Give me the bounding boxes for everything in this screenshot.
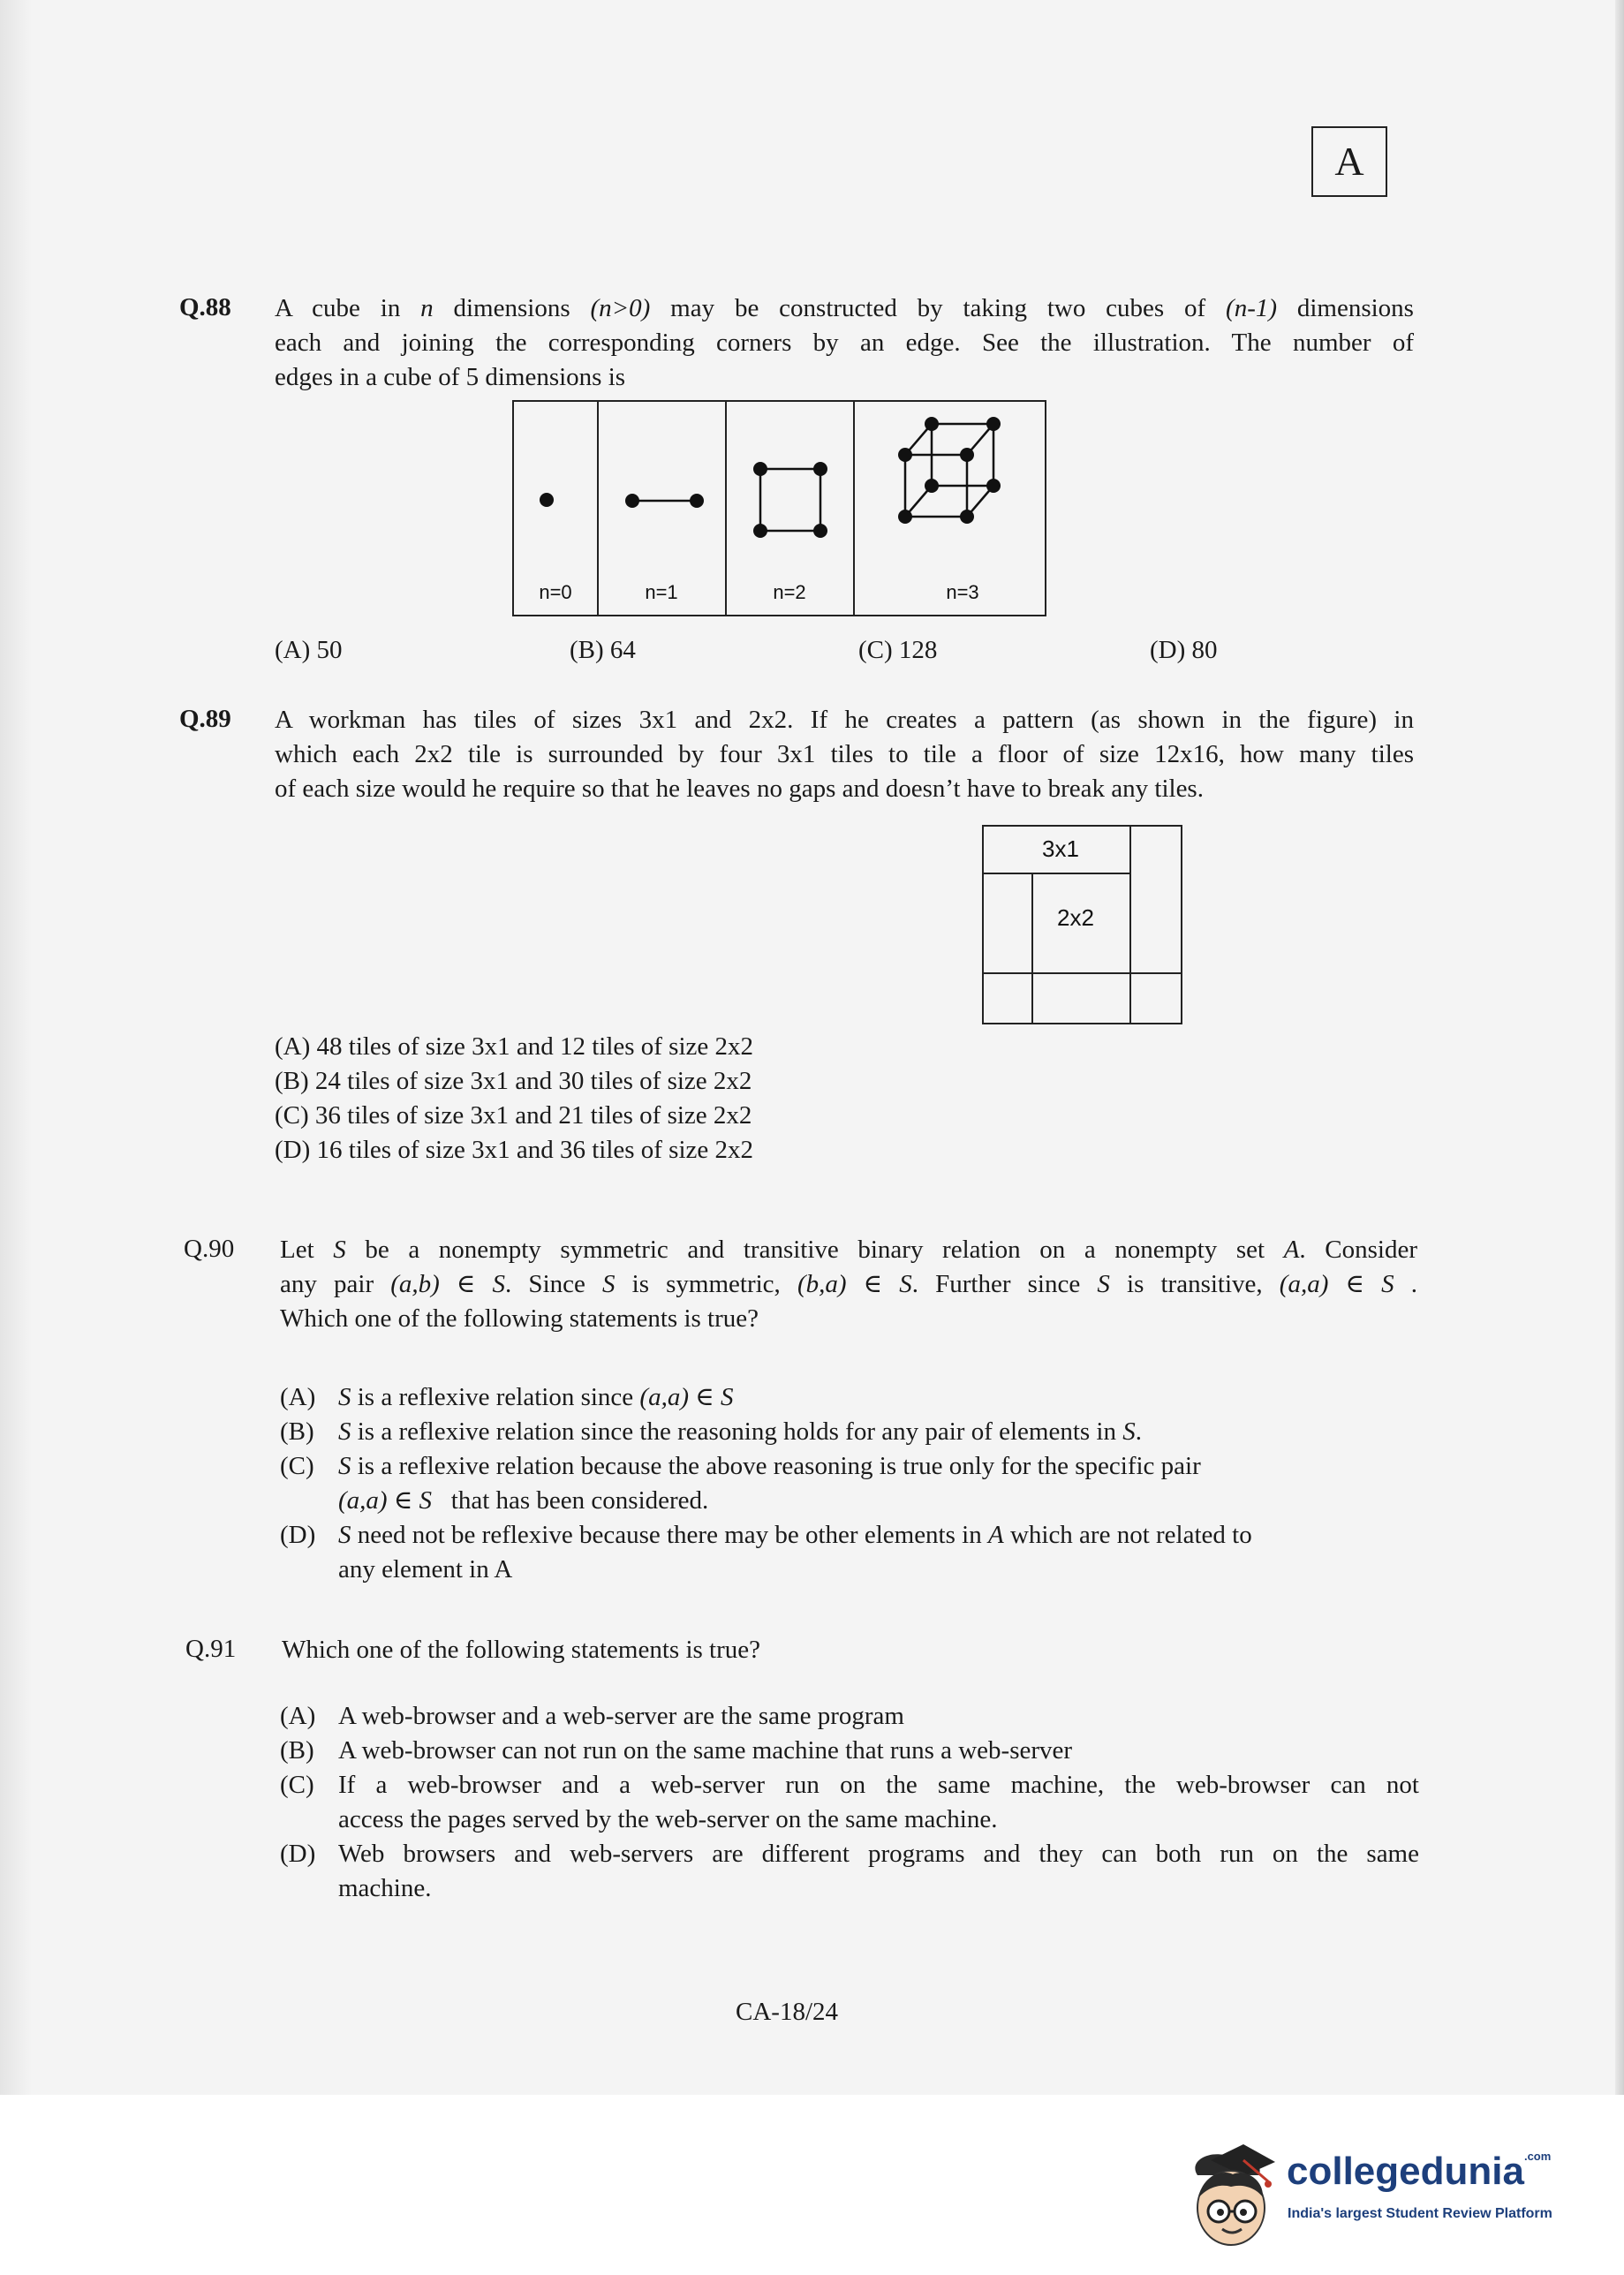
cube-vertex bbox=[813, 462, 827, 476]
question-89-line-3: of each size would he require so that he leaves no gaps and doesn’t have to break any tiles. bbox=[275, 775, 1204, 803]
question-90-line-3: Which one of the following statements is true? bbox=[280, 1304, 759, 1333]
question-88-text bbox=[275, 291, 1414, 395]
hypercube-figure bbox=[512, 400, 1046, 616]
question-88-line-3: edges in a cube of 5 dimensions is bbox=[275, 363, 626, 391]
q88-option-d: (D) 80 bbox=[1150, 636, 1218, 664]
brand-tagline: India's largest Student Review Platform bbox=[1288, 2206, 1552, 2221]
question-89-line-1: A workman has tiles of sizes 3x1 and 2x2. If he creates a pattern (as shown in the figure) in bbox=[275, 706, 1414, 734]
question-set-label: A bbox=[1311, 126, 1387, 197]
collegedunia-logo[interactable] bbox=[1180, 2135, 1568, 2250]
page-code: CA-18/24 bbox=[736, 1998, 838, 2026]
question-number-91: Q.91 bbox=[185, 1635, 237, 1663]
cube-vertex bbox=[540, 493, 554, 507]
tile-label-3x1: 3x1 bbox=[1042, 835, 1079, 862]
q89-option-c: (C) 36 tiles of size 3x1 and 21 tiles of size 2x2 bbox=[275, 1101, 752, 1130]
q89-option-d: (D) 16 tiles of size 3x1 and 36 tiles of size 2x2 bbox=[275, 1136, 754, 1164]
q89-option-a: (A) 48 tiles of size 3x1 and 12 tiles of size 2x2 bbox=[275, 1032, 754, 1061]
q91-option-b: (B) A web-browser can not run on the same machine that runs a web-server bbox=[280, 1736, 1073, 1765]
question-88-line-2: each and joining the corresponding corners by an edge. See the illustration. The number of bbox=[275, 329, 1414, 357]
q88-option-c: (C) 128 bbox=[858, 636, 938, 664]
q90-option-d: (D) S need not be reflexive because there may be other elements in A which are not related to any element in A bbox=[280, 1521, 1252, 1583]
question-88-line-1: A cube in n dimensions (n>0) may be constructed by taking two cubes of (n-1) dimensions bbox=[275, 294, 1414, 322]
q89-options bbox=[275, 1030, 753, 1168]
brand-name: collegedunia$^{.com}$ bbox=[1287, 2150, 1552, 2193]
tile-pattern-figure bbox=[982, 825, 1182, 1024]
q90-option-c: (C) S is a reflexive relation because the above reasoning is true only for the specific pair (a,a) ∈ S that has been considered. bbox=[280, 1452, 1201, 1515]
question-90-text bbox=[280, 1233, 1417, 1336]
figure-label-n0: n=0 bbox=[539, 581, 572, 603]
q88-option-a: (A) 50 bbox=[275, 636, 343, 664]
tile-label-2x2: 2x2 bbox=[1057, 904, 1094, 931]
question-number-90: Q.90 bbox=[184, 1235, 235, 1263]
cube-vertex bbox=[753, 462, 767, 476]
question-number-88: Q.88 bbox=[179, 293, 231, 321]
cube-vertex bbox=[690, 494, 704, 508]
q90-options bbox=[280, 1380, 1415, 1587]
q91-option-d: (D) Web browsers and web-servers are different programs and they can both run on the same machine. bbox=[280, 1840, 1419, 1902]
cube-vertex bbox=[753, 524, 767, 538]
cube-vertex bbox=[625, 494, 639, 508]
cube-vertex bbox=[813, 524, 827, 538]
q91-option-c: (C) If a web-browser and a web-server run on the same machine, the web-browser can not access the pages served by the web-server on the same machine. bbox=[280, 1771, 1419, 1833]
q88-option-b: (B) 64 bbox=[570, 636, 636, 664]
page-edge-right bbox=[1615, 0, 1624, 2095]
question-91-text: Which one of the following statements is true? bbox=[282, 1636, 760, 1664]
brand-suffix: .com bbox=[1523, 2150, 1552, 2163]
hypercube-diagram bbox=[514, 402, 1045, 615]
tile-pattern-diagram bbox=[982, 825, 1182, 1024]
q89-option-b: (B) 24 tiles of size 3x1 and 30 tiles of size 2x2 bbox=[275, 1067, 752, 1095]
figure-label-n1: n=1 bbox=[645, 581, 678, 603]
square-edges bbox=[760, 469, 820, 531]
question-90-line-1: Let S be a nonempty symmetric and transitive binary relation on a nonempty set A. Consider bbox=[280, 1236, 1417, 1264]
mascot-icon bbox=[1180, 2135, 1286, 2250]
figure-label-n2: n=2 bbox=[773, 581, 806, 603]
q91-option-a: (A) A web-browser and a web-server are the same program bbox=[280, 1702, 904, 1730]
q91-options bbox=[280, 1699, 1419, 1906]
question-89-line-2: which each 2x2 tile is surrounded by four 3x1 tiles to tile a floor of size 12x16, how many tiles bbox=[275, 740, 1414, 768]
question-number-89: Q.89 bbox=[179, 705, 231, 733]
figure-label-n3: n=3 bbox=[946, 581, 979, 603]
q90-option-a: (A) S is a reflexive relation since (a,a) ∈ S bbox=[280, 1383, 734, 1411]
question-89-text bbox=[275, 703, 1414, 806]
q90-option-b: (B) S is a reflexive relation since the reasoning holds for any pair of elements in S. bbox=[280, 1417, 1142, 1446]
page-edge-left bbox=[0, 0, 32, 2095]
cube-3d-edges bbox=[905, 424, 993, 517]
question-90-line-2: any pair (a,b) ∈ S. Since S is symmetric, (b,a) ∈ S. Further since S is transitive, (a,a) ∈ S . bbox=[280, 1270, 1417, 1298]
